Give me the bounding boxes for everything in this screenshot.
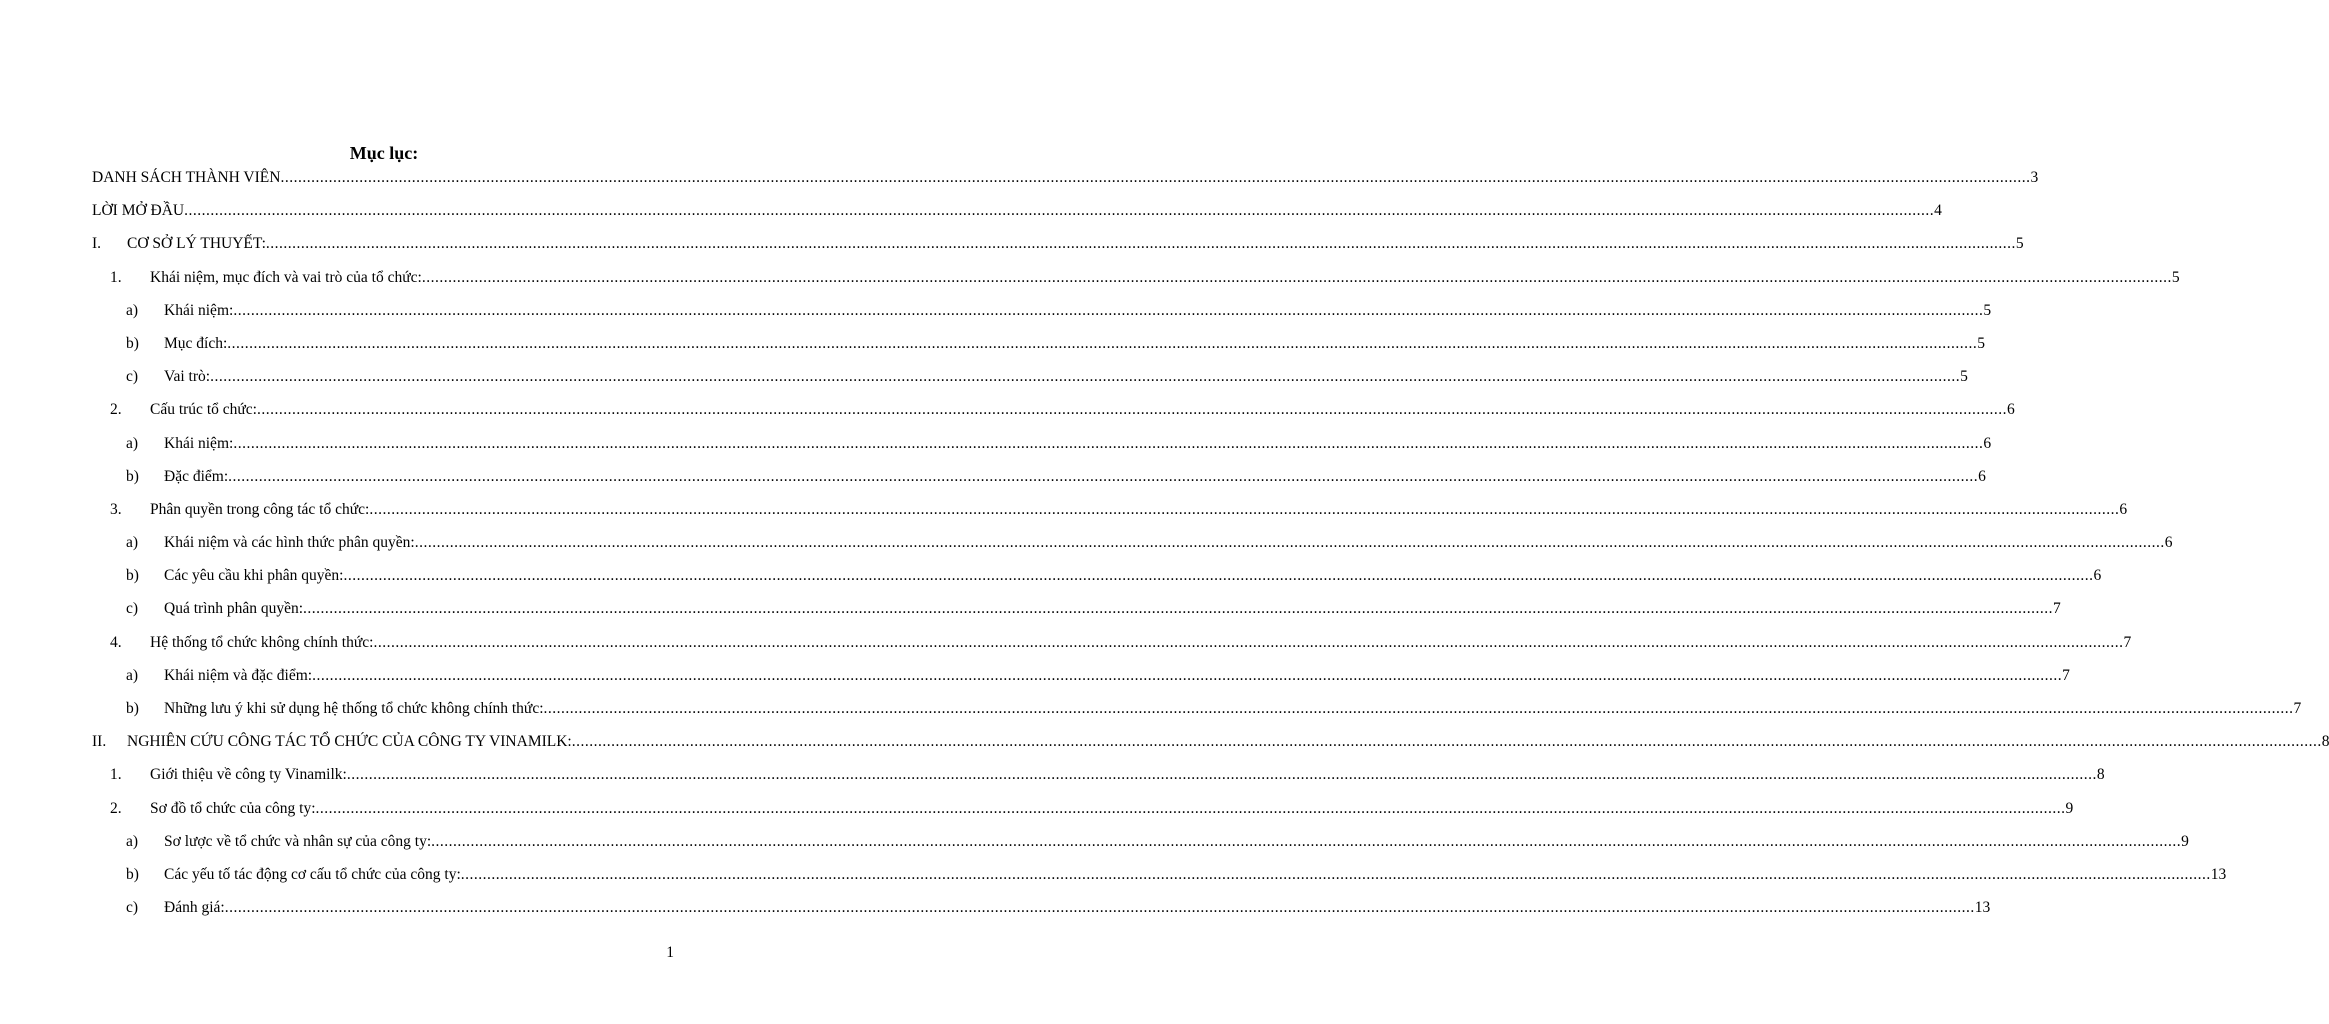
toc-entry-title: Các yêu cầu khi phân quyền: (164, 567, 344, 585)
toc-entry-page: 6 (2119, 500, 2128, 518)
dot-leader: ................................................................................................................................................................................................................................................................................................................................................................................................................ (343, 567, 2094, 585)
toc-entry[interactable] (92, 764, 2105, 797)
toc-entry-title: Quá trình phân quyền: (164, 600, 304, 618)
toc-entry-title: CƠ SỞ LÝ THUYẾT: (127, 235, 266, 253)
dot-leader: ................................................................................................................................................................................................................................................................................................................................................................................................................ (571, 733, 2322, 751)
toc-entry-number: b) (126, 334, 139, 352)
toc-entry-page: 9 (2065, 799, 2074, 817)
page-number: 1 (666, 944, 674, 961)
toc-entry-number: b) (126, 567, 139, 585)
toc-entry-page: 3 (2030, 169, 2039, 186)
dot-leader: ................................................................................................................................................................................................................................................................................................................................................................................................................ (256, 401, 2007, 419)
toc-entry-page: 9 (2181, 832, 2189, 850)
toc-entry-title: LỜI MỞ ĐẦU (92, 202, 185, 220)
toc-entry[interactable] (92, 433, 1992, 466)
toc-entry[interactable] (92, 333, 1986, 366)
toc-entry[interactable] (92, 831, 2189, 864)
toc-entry[interactable] (92, 267, 2180, 300)
dot-leader: ................................................................................................................................................................................................................................................................................................................................................................................................................ (303, 600, 2054, 618)
toc-entry-title: Giới thiệu về công ty Vinamilk: (150, 766, 347, 784)
toc-entry-page: 6 (2093, 567, 2102, 585)
toc-entry[interactable] (92, 532, 2173, 565)
toc-entry-number: 4. (110, 633, 122, 651)
dot-leader: ................................................................................................................................................................................................................................................................................................................................................................................................................ (431, 832, 2182, 850)
toc-entry-number: II. (92, 733, 107, 751)
toc-entry-page: 8 (2096, 766, 2105, 784)
toc-entry[interactable] (92, 897, 1991, 930)
dot-leader: ................................................................................................................................................................................................................................................................................................................................................................................................................ (233, 434, 1984, 452)
toc-entry-number: b) (126, 700, 139, 717)
dot-leader: ................................................................................................................................................................................................................................................................................................................................................................................................................ (373, 633, 2124, 651)
toc-entry-number: b) (126, 865, 139, 883)
toc-entry-title: Vai trò: (164, 368, 211, 386)
dot-leader: ................................................................................................................................................................................................................................................................................................................................................................................................................ (460, 865, 2211, 883)
dot-leader: ................................................................................................................................................................................................................................................................................................................................................................................................................ (369, 500, 2120, 518)
toc-entry-title: Các yếu tố tác động cơ cấu tổ chức của công ty: (164, 865, 461, 883)
toc-entry-title: DANH SÁCH THÀNH VIÊN (92, 169, 281, 186)
toc-entry-title: Khái niệm: (164, 301, 234, 319)
toc-entry[interactable] (92, 200, 1942, 233)
toc-entry-number: 2. (110, 799, 122, 817)
dot-leader: ................................................................................................................................................................................................................................................................................................................................................................................................................ (312, 666, 2063, 684)
toc-entry-page: 7 (2293, 700, 2302, 717)
dot-leader: ................................................................................................................................................................................................................................................................................................................................................................................................................ (228, 467, 1979, 485)
dot-leader: ................................................................................................................................................................................................................................................................................................................................................................................................................ (233, 301, 1984, 319)
dot-leader: ................................................................................................................................................................................................................................................................................................................................................................................................................ (543, 700, 2294, 717)
toc-entry-page: 5 (2171, 268, 2180, 286)
toc-entry-title: Khái niệm và đặc điểm: (164, 666, 313, 684)
dot-leader: ................................................................................................................................................................................................................................................................................................................................................................................................................ (315, 799, 2066, 817)
toc-entry-page: 5 (1983, 301, 1992, 319)
toc-entry-page: 5 (1977, 334, 1986, 352)
toc-entry-title: Sơ đồ tổ chức của công ty: (150, 799, 316, 817)
toc-entry-number: 1. (110, 766, 122, 784)
toc-entry-number: c) (126, 899, 139, 917)
dot-leader: ................................................................................................................................................................................................................................................................................................................................................................................................................ (184, 202, 1935, 220)
dot-leader: ................................................................................................................................................................................................................................................................................................................................................................................................................ (346, 766, 2097, 784)
toc-entry[interactable] (92, 366, 1968, 399)
toc-entry[interactable] (92, 233, 2024, 266)
toc-entry-page: 6 (2006, 401, 2015, 419)
toc-entry[interactable] (92, 698, 2302, 731)
dot-leader: ................................................................................................................................................................................................................................................................................................................................................................................................................ (421, 268, 2172, 286)
toc-entry-page: 5 (2015, 235, 2024, 253)
toc-entry-page: 6 (1978, 467, 1986, 485)
toc-entry[interactable] (92, 466, 1986, 499)
toc-entry-title: Những lưu ý khi sử dụng hệ thống tổ chức không chính thức: (164, 700, 544, 717)
toc-entry-title: Đặc điểm: (164, 467, 229, 485)
toc-entry[interactable] (92, 731, 2329, 764)
toc-entry-page: 6 (2164, 534, 2173, 552)
toc-entry-number: b) (126, 467, 139, 485)
toc-entry-page: 7 (2053, 600, 2061, 618)
dot-leader: ................................................................................................................................................................................................................................................................................................................................................................................................................ (227, 334, 1978, 352)
toc-entry-number: c) (126, 600, 139, 618)
toc-entry-number: a) (126, 534, 139, 552)
dot-leader: ................................................................................................................................................................................................................................................................................................................................................................................................................ (210, 368, 1961, 386)
toc-entry-page: 7 (2123, 633, 2132, 651)
toc-entry-title: Khái niệm và các hình thức phân quyền: (164, 534, 415, 552)
toc-entry-number: a) (126, 301, 139, 319)
toc-entry-page: 8 (2321, 733, 2329, 751)
toc-entry[interactable] (92, 864, 2227, 897)
toc-entry[interactable] (92, 565, 2102, 598)
toc-entry-number: I. (92, 235, 102, 253)
toc-entry-title: Cấu trúc tổ chức: (150, 401, 257, 419)
toc-entry[interactable] (92, 499, 2128, 532)
dot-leader: ................................................................................................................................................................................................................................................................................................................................................................................................................ (280, 169, 2031, 186)
toc-entry[interactable] (92, 598, 2061, 631)
toc-entry-title: NGHIÊN CỨU CÔNG TÁC TỔ CHỨC CỦA CÔNG TY VINAMILK: (127, 733, 572, 751)
toc-entry[interactable] (92, 665, 2070, 698)
dot-leader: ................................................................................................................................................................................................................................................................................................................................................................................................................ (224, 899, 1975, 917)
toc-entry-title: Khái niệm: (164, 434, 234, 452)
toc-entry-title: Sơ lược về tổ chức và nhân sự của công ty: (164, 832, 432, 850)
toc-entry-page: 6 (1983, 434, 1992, 452)
dot-leader: ................................................................................................................................................................................................................................................................................................................................................................................................................ (414, 534, 2165, 552)
toc-entry-number: c) (126, 368, 139, 386)
toc-entry-number: 1. (110, 268, 122, 286)
toc-entry-number: a) (126, 666, 139, 684)
toc-entry[interactable] (92, 399, 2015, 432)
toc-entry-page: 7 (2062, 666, 2070, 684)
toc-entry-title: Phân quyền trong công tác tổ chức: (150, 500, 370, 518)
toc-entry-title: Đánh giá: (164, 899, 225, 917)
toc-entry-title: Hệ thống tổ chức không chính thức: (150, 633, 374, 651)
toc-entry[interactable] (92, 167, 2039, 200)
dot-leader: ................................................................................................................................................................................................................................................................................................................................................................................................................ (265, 235, 2016, 253)
toc-entry-number: a) (126, 832, 139, 850)
toc-entry-page: 5 (1960, 368, 1968, 386)
toc-entry-page: 13 (2210, 865, 2227, 883)
toc-entry-title: Khái niệm, mục đích và vai trò của tổ chức: (150, 268, 422, 286)
page-title: Mục lục: (349, 143, 419, 163)
toc-entry-number: 2. (110, 401, 122, 419)
toc-entry[interactable] (92, 300, 1992, 333)
toc-entry[interactable] (92, 798, 2074, 831)
toc-entry-number: a) (126, 434, 139, 452)
toc-entry-page: 4 (1934, 202, 1942, 220)
toc-entry-number: 3. (110, 500, 122, 518)
table-of-contents (92, 167, 2329, 930)
toc-entry-page: 13 (1974, 899, 1991, 917)
toc-entry-title: Mục đích: (164, 334, 228, 352)
toc-entry[interactable] (92, 632, 2132, 665)
